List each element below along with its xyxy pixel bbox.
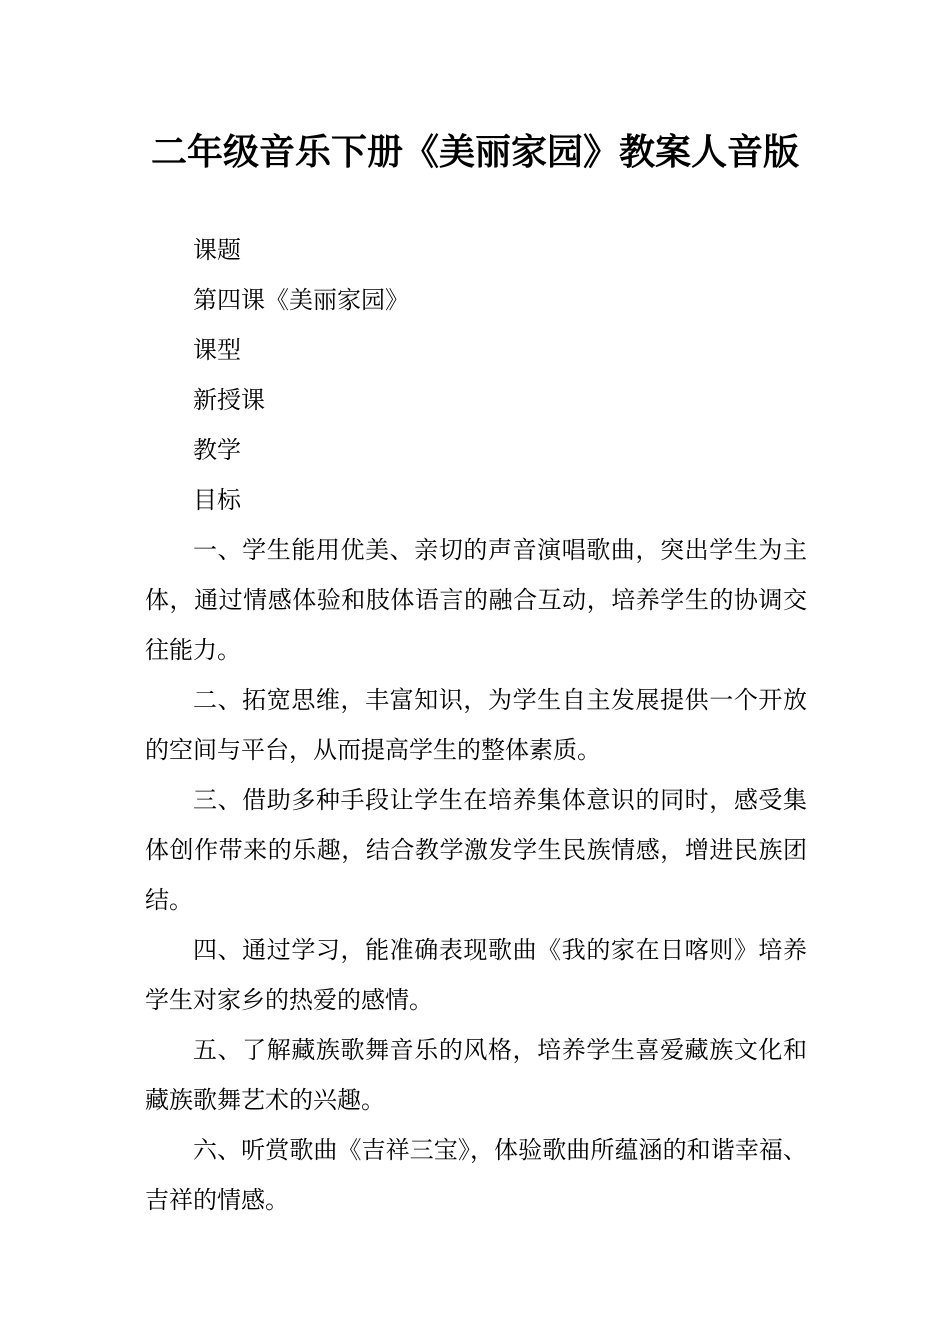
paragraph-type-label: 课型	[193, 336, 241, 364]
paragraph-goal-5: 五、了解藏族歌舞音乐的风格，培养学生喜爱藏族文化和藏族歌舞艺术的兴趣。	[145, 1036, 807, 1114]
paragraph-lesson-value: 第四课《美丽家园》	[193, 286, 409, 314]
paragraph-goal-2: 二、拓宽思维，丰富知识，为学生自主发展提供一个开放的空间与平台，从而提高学生的整体素质。	[145, 686, 807, 764]
paragraph-lesson-label: 课题	[193, 236, 241, 264]
paragraph-goal-4: 四、通过学习，能准确表现歌曲《我的家在日喀则》培养学生对家乡的热爱的感情。	[145, 936, 807, 1014]
paragraph-teaching-label: 教学	[193, 436, 241, 464]
paragraph-goal-label: 目标	[193, 486, 241, 514]
paragraph-goal-1: 一、学生能用优美、亲切的声音演唱歌曲，突出学生为主体，通过情感体验和肢体语言的融合互动，培养学生的协调交往能力。	[145, 536, 807, 664]
paragraph-type-value: 新授课	[193, 386, 265, 414]
paragraph-goal-6: 六、听赏歌曲《吉祥三宝》，体验歌曲所蕴涵的和谐幸福、吉祥的情感。	[145, 1136, 807, 1214]
document-title: 二年级音乐下册《美丽家园》教案人音版	[150, 132, 799, 173]
document-body	[145, 225, 807, 1225]
paragraph-goal-3: 三、借助多种手段让学生在培养集体意识的同时，感受集体创作带来的乐趣，结合教学激发学生民族情感，增进民族团结。	[145, 786, 807, 914]
